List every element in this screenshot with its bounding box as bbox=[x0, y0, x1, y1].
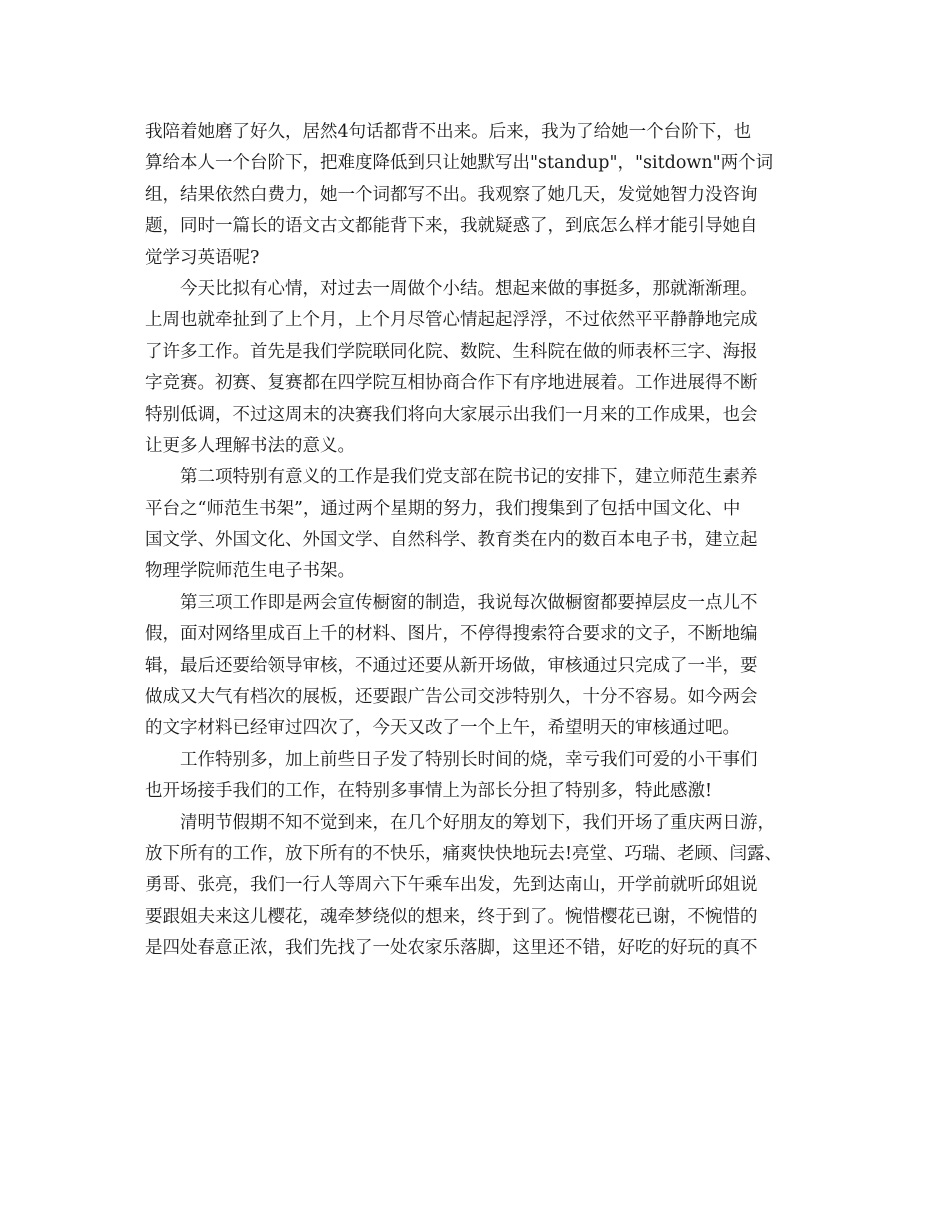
text-line: 题，同时一篇长的语文古文都能背下来，我就疑惑了，到底怎么样才能引导她自 bbox=[145, 216, 758, 237]
text-line: 了许多工作。首先是我们学院联同化院、数院、生科院在做的师表杯三字、海报 bbox=[145, 341, 758, 362]
paragraph-start-line: 今天比拟有心情，对过去一周做个小结。想起来做的事挺多，那就渐渐理。 bbox=[180, 278, 758, 299]
text-line: 物理学院师范生电子书架。 bbox=[145, 561, 355, 582]
text-line: 字竞赛。初赛、复赛都在四学院互相协商合作下有序地进展着。工作进展得不断 bbox=[145, 373, 758, 394]
text-line: 要跟姐夫来这儿樱花，魂牵梦绕似的想来，终于到了。惋惜樱花已谢，不惋惜的 bbox=[145, 906, 758, 927]
text-line: 让更多人理解书法的意义。 bbox=[145, 435, 355, 456]
text-line: 组，结果依然白费力，她一个词都写不出。我观察了她几天，发觉她智力没咨询 bbox=[145, 184, 758, 205]
paragraph-start-line: 工作特别多，加上前些日子发了特别长时间的烧，幸亏我们可爱的小干事们 bbox=[180, 749, 758, 770]
text-line: 平台之“师范生书架”，通过两个星期的努力，我们搜集到了包括中国文化、中 bbox=[145, 498, 741, 519]
text-line: 勇哥、张亮，我们一行人等周六下午乘车出发，先到达南山，开学前就听邱姐说 bbox=[145, 875, 758, 896]
text-line: 是四处春意正浓，我们先找了一处农家乐落脚，这里还不错，好吃的好玩的真不 bbox=[145, 938, 758, 959]
text-line: 我陪着她磨了好久，居然4句话都背不出来。后来，我为了给她一个台阶下，也 bbox=[145, 122, 752, 142]
text-line: 的文字材料已经审过四次了，今天又改了一个上午，希望明天的审核通过吧。 bbox=[145, 718, 740, 739]
text-line: 国文学、外国文化、外国文学、自然科学、教育类在内的数百本电子书，建立起 bbox=[145, 530, 758, 551]
text-line: 也开场接手我们的工作，在特别多事情上为部长分担了特别多，特此感激! bbox=[145, 781, 713, 802]
text-line: 上周也就牵扯到了上个月，上个月尽管心情起起浮浮，不过依然平平静静地完成 bbox=[145, 310, 758, 331]
text-line: 做成又大气有档次的展板，还要跟广告公司交涉特别久，十分不容易。如今两会 bbox=[145, 687, 758, 708]
text-line: 辑，最后还要给领导审核，不通过还要从新开场做，审核通过只完成了一半，要 bbox=[145, 655, 758, 676]
paragraph-start-line: 清明节假期不知不觉到来，在几个好朋友的筹划下，我们开场了重庆两日游， bbox=[180, 812, 775, 833]
text-line: 假，面对网络里成百上千的材料、图片，不停得搜索符合要求的文子，不断地编 bbox=[145, 624, 758, 645]
text-line: 特别低调，不过这周末的决赛我们将向大家展示出我们一月来的工作成果，也会 bbox=[145, 404, 758, 425]
text-line: 觉学习英语呢? bbox=[145, 247, 260, 268]
paragraph-start-line: 第三项工作即是两会宣传橱窗的制造，我说每次做橱窗都要掉层皮一点儿不 bbox=[180, 592, 758, 613]
text-line: 算给本人一个台阶下，把难度降低到只让她默写出"standup"，"sitdown"两个词 bbox=[145, 153, 774, 174]
paragraph-start-line: 第二项特别有意义的工作是我们党支部在院书记的安排下，建立师范生素养 bbox=[180, 467, 758, 488]
document-body bbox=[145, 117, 810, 965]
text-line: 放下所有的工作，放下所有的不快乐，痛爽快快地玩去!亮堂、巧瑞、老顾、闫露、 bbox=[145, 843, 783, 864]
